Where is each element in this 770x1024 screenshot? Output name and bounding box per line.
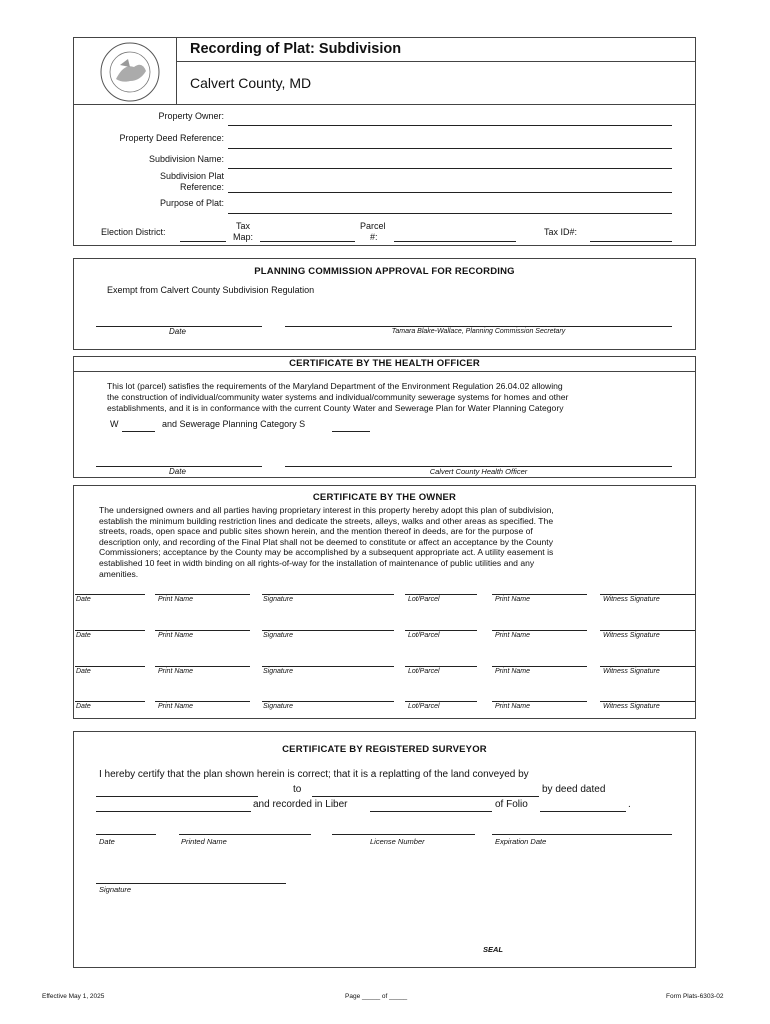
surveyor-grantee-field[interactable]	[312, 796, 539, 797]
owner-sig-label: Lot/Parcel	[408, 596, 440, 603]
owner-sig-label: Date	[76, 668, 91, 675]
tax-id-label: Tax ID#:	[544, 227, 578, 237]
surveyor-folio-field[interactable]	[540, 811, 626, 812]
owner-sig-label: Print Name	[158, 703, 194, 710]
surveyor-period: .	[628, 799, 631, 810]
owner-sig-label: Witness Signature	[603, 703, 660, 710]
header-divider	[176, 37, 177, 105]
owner-sig-label: Signature	[263, 703, 293, 710]
owner-sig-label: Date	[76, 703, 91, 710]
health-line-2: the construction of individual/community water systems and individual/community sewerage systems for homes and other	[107, 391, 569, 402]
owner-text	[99, 505, 689, 579]
health-sewer-label: and Sewerage Planning Category S	[162, 419, 306, 429]
owner-sig-field[interactable]	[492, 594, 587, 595]
surveyor-folio-label: of Folio	[495, 799, 528, 810]
owner-sig-label: Print Name	[158, 632, 194, 639]
health-line-3: establishments, and it is in conformance with the current County Water and Sewerage Plan for Water Planning Category	[107, 402, 564, 413]
health-w-label: W	[110, 419, 119, 429]
surveyor-date-label: Date	[99, 837, 115, 846]
owner-sig-field[interactable]	[405, 630, 477, 631]
tax-id-field[interactable]	[590, 241, 672, 242]
owner-sig-field[interactable]	[492, 666, 587, 667]
owner-sig-label: Signature	[263, 596, 293, 603]
owner-sig-label: Signature	[263, 668, 293, 675]
owner-sig-field[interactable]	[155, 594, 250, 595]
owner-sig-label: Witness Signature	[603, 632, 660, 639]
header-title: Recording of Plat: Subdivision	[190, 41, 402, 57]
property-bottom-rule	[73, 245, 696, 246]
owner-sig-field[interactable]	[492, 630, 587, 631]
header-county: Calvert County, MD	[190, 75, 312, 91]
surveyor-license-field[interactable]	[332, 834, 475, 835]
surveyor-license-label: License Number	[370, 837, 425, 846]
subdivision-name-label: Subdivision Name:	[148, 154, 224, 164]
health-w-field[interactable]	[122, 431, 155, 432]
owner-sig-field[interactable]	[75, 630, 145, 631]
owner-sig-field[interactable]	[405, 666, 477, 667]
planning-secretary-label: Tamara Blake-Wallace, Planning Commission Secretary	[391, 328, 566, 335]
property-right-rule	[695, 105, 696, 245]
plat-reference-field[interactable]	[228, 192, 672, 193]
owner-sig-field[interactable]	[262, 594, 394, 595]
owner-sig-field[interactable]	[262, 666, 394, 667]
planning-exempt-text: Exempt from Calvert County Subdivision Regulation	[107, 285, 315, 295]
health-box	[73, 356, 696, 478]
health-text	[107, 381, 687, 413]
deed-reference-field[interactable]	[228, 148, 672, 149]
health-s-field[interactable]	[332, 431, 370, 432]
owner-sig-field[interactable]	[155, 666, 250, 667]
surveyor-printed-name-label: Printed Name	[181, 837, 227, 846]
surveyor-seal-label: SEAL	[483, 945, 504, 954]
owner-heading: CERTIFICATE BY THE OWNER	[312, 492, 457, 503]
election-district-label: Election District:	[101, 227, 166, 237]
parcel-label-2: #:	[370, 232, 378, 242]
surveyor-expiration-field[interactable]	[492, 834, 672, 835]
planning-date-label: Date	[169, 327, 186, 336]
owner-sig-label: Lot/Parcel	[408, 703, 440, 710]
owner-sig-label: Witness Signature	[603, 668, 660, 675]
health-line-1: This lot (parcel) satisfies the requirements of the Maryland Department of the Environment Regulation 26.04.02 allowing	[107, 381, 563, 391]
property-left-rule	[73, 105, 74, 245]
health-date-label: Date	[169, 467, 186, 476]
owner-sig-label: Print Name	[495, 703, 531, 710]
owner-sig-label: Witness Signature	[603, 596, 660, 603]
owner-sig-label: Print Name	[495, 596, 531, 603]
owner-sig-field[interactable]	[405, 701, 477, 702]
surveyor-signature-field[interactable]	[96, 883, 286, 884]
owner-sig-field[interactable]	[262, 701, 394, 702]
owner-sig-field[interactable]	[155, 630, 250, 631]
owner-sig-label: Lot/Parcel	[408, 632, 440, 639]
title-underline	[177, 61, 696, 62]
deed-reference-label: Property Deed Reference:	[119, 133, 224, 143]
tax-map-label-1: Tax	[236, 221, 251, 231]
owner-sig-field[interactable]	[262, 630, 394, 631]
surveyor-box	[73, 731, 696, 968]
footer-page: Page _____ of _____	[345, 993, 408, 1000]
owner-line-1: The undersigned owners and all parties having proprietary interest in this property hereby adopt this plan of subdivision,	[99, 505, 554, 515]
planning-signature-field[interactable]	[285, 326, 672, 327]
owner-sig-label: Print Name	[158, 596, 194, 603]
health-heading: CERTIFICATE BY THE HEALTH OFFICER	[289, 358, 480, 369]
surveyor-liber-field[interactable]	[370, 811, 492, 812]
county-seal	[94, 41, 166, 103]
tax-map-label-2: Map:	[233, 232, 254, 242]
owner-line-5: Commissioners; acceptance by the County may be accomplished by a subsequent appropriate act. A utility easement is	[99, 547, 554, 558]
surveyor-printed-name-field[interactable]	[179, 834, 311, 835]
footer-effective: Effective May 1, 2025	[42, 993, 105, 1000]
owner-sig-field[interactable]	[75, 594, 145, 595]
property-owner-field[interactable]	[228, 125, 672, 126]
plat-reference-label-2: Reference:	[179, 182, 224, 192]
owner-sig-label: Print Name	[495, 632, 531, 639]
footer-form-number: Form Plats-6303-02	[666, 993, 724, 1000]
owner-sig-label: Lot/Parcel	[408, 668, 440, 675]
surveyor-expiration-label: Expiration Date	[495, 837, 547, 846]
owner-line-6: established 10 feet in width binding on all rights-of-way for the installation of maintenance of public utilities and any	[99, 557, 535, 568]
parcel-label-1: Parcel	[360, 221, 386, 231]
owner-sig-field[interactable]	[75, 701, 145, 702]
surveyor-to-label: to	[293, 784, 302, 795]
owner-line-2: establish the minimum building restriction lines and dedicate the streets, alleys, walks and other areas as specified. The	[99, 515, 554, 526]
surveyor-signature-label: Signature	[99, 885, 132, 894]
owner-sig-field[interactable]	[75, 666, 145, 667]
purpose-field[interactable]	[228, 213, 672, 214]
plat-reference-label-1: Subdivision Plat	[159, 171, 224, 181]
surveyor-deed-date-field[interactable]	[96, 811, 251, 812]
owner-sig-field[interactable]	[600, 701, 695, 702]
purpose-label: Purpose of Plat:	[159, 198, 224, 208]
owner-line-4: description only, and recording of the Final Plat shall not be deemed to constitute or affect an acceptance by the County	[99, 536, 553, 547]
election-district-field[interactable]	[180, 241, 226, 242]
property-owner-label: Property Owner:	[158, 111, 224, 121]
owner-sig-field[interactable]	[600, 666, 695, 667]
owner-line-3: streets, roads, open space and public sites shown herein, and the mention thereof in deeds, are for the purpose of	[99, 526, 533, 537]
owner-sig-label: Print Name	[495, 668, 531, 675]
surveyor-liber-label: and recorded in Liber	[253, 799, 348, 810]
planning-heading: PLANNING COMMISSION APPROVAL FOR RECORDING	[254, 266, 515, 277]
surveyor-certify-text: I hereby certify that the plan shown herein is correct; that it is a replatting of the land conveyed by	[99, 769, 529, 780]
owner-sig-label: Date	[76, 632, 91, 639]
tax-map-field[interactable]	[260, 241, 355, 242]
owner-sig-field[interactable]	[600, 594, 695, 595]
surveyor-deed-dated-label: by deed dated	[542, 784, 606, 795]
owner-sig-field[interactable]	[492, 701, 587, 702]
surveyor-date-field[interactable]	[96, 834, 156, 835]
owner-line-7: amenities.	[99, 568, 139, 579]
owner-sig-field[interactable]	[600, 630, 695, 631]
parcel-field[interactable]	[394, 241, 516, 242]
owner-sig-field[interactable]	[155, 701, 250, 702]
owner-sig-field[interactable]	[405, 594, 477, 595]
owner-sig-label: Date	[76, 596, 91, 603]
surveyor-grantor-field[interactable]	[96, 796, 258, 797]
surveyor-heading: CERTIFICATE BY REGISTERED SURVEYOR	[282, 744, 487, 755]
owner-sig-label: Signature	[263, 632, 293, 639]
subdivision-name-field[interactable]	[228, 168, 672, 169]
health-heading-rule	[73, 371, 696, 372]
health-officer-label: Calvert County Health Officer	[429, 467, 528, 476]
owner-sig-label: Print Name	[158, 668, 194, 675]
